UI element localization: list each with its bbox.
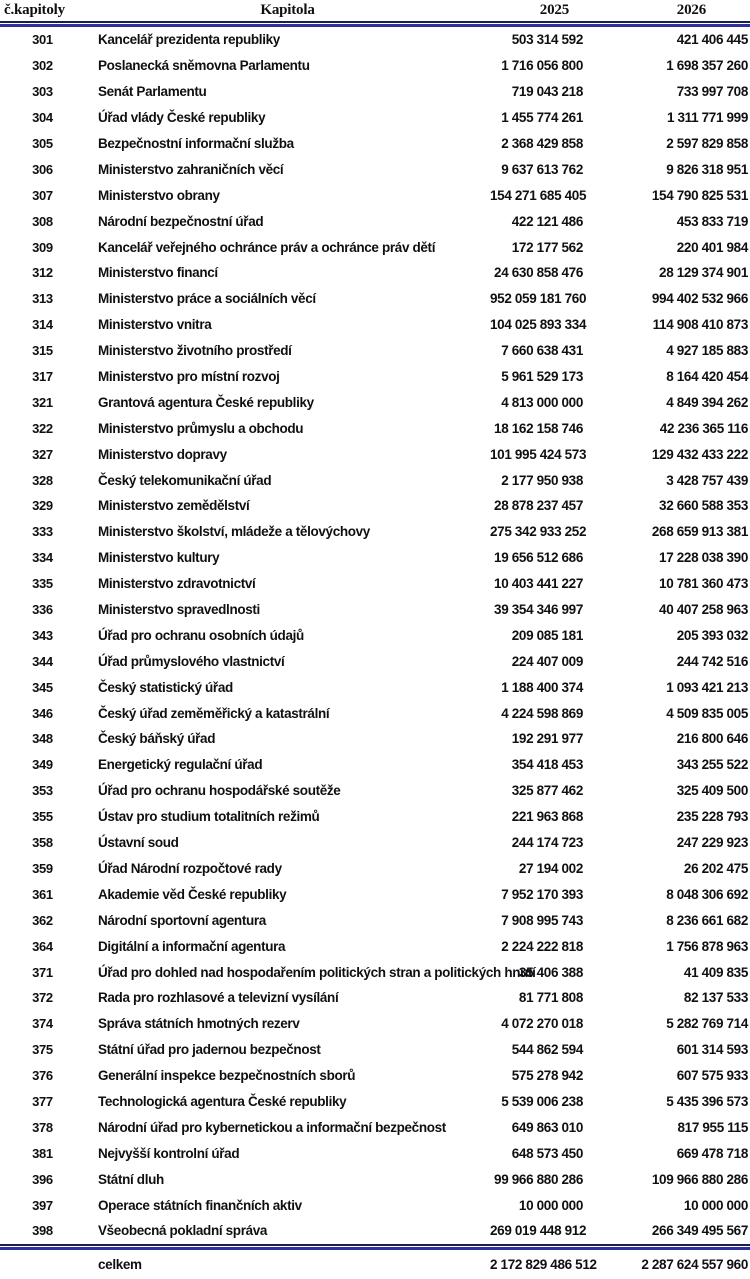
chapter-name: Ministerstvo zemědělství	[98, 498, 250, 514]
chapter-name: Digitální a informační agentura	[98, 938, 286, 954]
chapter-2026-value: 8 164 420 454	[666, 369, 748, 385]
chapter-2026-value: 2 597 829 858	[666, 136, 748, 151]
chapter-number: 344	[32, 653, 53, 669]
table-row	[0, 700, 750, 726]
chapter-2026-value: 607 575 933	[676, 1068, 748, 1084]
chapter-number: 371	[32, 964, 53, 980]
chapter-name: Státní dluh	[98, 1171, 164, 1187]
chapter-number: 314	[32, 317, 53, 333]
total-2025-value: 2 172 829 486 512	[490, 1256, 597, 1272]
table-row	[0, 53, 750, 79]
chapter-number: 303	[32, 84, 53, 100]
table-row	[0, 27, 750, 53]
chapter-name: Ústav pro studium totalitních režimů	[98, 809, 320, 825]
chapter-name: Energetický regulační úřad	[98, 757, 263, 773]
chapter-number: 364	[32, 938, 53, 954]
chapter-2026-value: 220 401 984	[676, 239, 748, 255]
chapter-2026-value: 9 826 318 951	[666, 161, 748, 177]
chapter-2026-value: 26 202 475	[683, 860, 748, 876]
chapter-number: 375	[32, 1042, 53, 1058]
chapter-name: Operace státních finančních aktiv	[98, 1197, 302, 1213]
table-header	[0, 0, 750, 21]
table-row	[0, 519, 750, 545]
chapter-2026-value: 82 137 533	[683, 990, 748, 1006]
column-header-2026: 2026	[676, 2, 706, 18]
chapter-2026-value: 343 255 522	[676, 757, 748, 773]
chapter-name: Úřad pro ochranu osobních údajů	[98, 627, 304, 643]
chapter-2025-value: 99 966 880 286	[494, 1171, 583, 1187]
chapter-name: Národní úřad pro kybernetickou a informační bezpečnost	[98, 1119, 446, 1135]
chapter-2025-value: 192 291 977	[511, 731, 583, 747]
chapter-number: 328	[32, 472, 53, 488]
chapter-2025-value: 101 995 424 573	[490, 446, 587, 462]
chapter-2025-value: 4 813 000 000	[501, 394, 583, 410]
chapter-2025-value: 9 637 613 762	[501, 161, 583, 177]
chapter-number: 315	[32, 343, 53, 359]
chapter-name: Národní bezpečnostní úřad	[98, 213, 264, 229]
chapter-name: Úřad pro ochranu hospodářské soutěže	[98, 783, 341, 799]
chapter-2026-value: 601 314 593	[676, 1042, 748, 1058]
table-row	[0, 1114, 750, 1140]
chapter-number: 397	[32, 1197, 53, 1213]
table-row	[0, 881, 750, 907]
table-row	[0, 131, 750, 157]
chapter-number: 327	[32, 446, 53, 462]
table-row	[0, 234, 750, 260]
chapter-2026-value: 40 407 258 963	[659, 602, 748, 618]
chapter-name: Český telekomunikační úřad	[98, 472, 272, 488]
chapter-2025-value: 224 407 009	[511, 653, 583, 669]
table-row	[0, 156, 750, 182]
table-row	[0, 778, 750, 804]
chapter-name: Ministerstvo školství, mládeže a tělovýchovy	[98, 524, 370, 540]
chapter-2025-value: 244 174 723	[511, 835, 583, 851]
chapter-2025-value: 10 000 000	[518, 1197, 583, 1213]
chapter-number: 312	[32, 265, 53, 281]
chapter-2026-value: 154 790 825 531	[651, 187, 748, 203]
chapter-2025-value: 1 716 056 800	[501, 58, 583, 74]
total-row	[0, 1250, 750, 1279]
chapter-2025-value: 4 224 598 869	[501, 705, 583, 721]
table-row	[0, 856, 750, 882]
chapter-2026-value: 669 478 718	[676, 1145, 748, 1161]
chapter-name: Správa státních hmotných rezerv	[98, 1016, 300, 1032]
chapter-2026-value: 4 849 394 262	[666, 394, 748, 410]
chapter-name: Kancelář veřejného ochránce práv a ochránce práv dětí	[98, 239, 436, 255]
table-row	[0, 1166, 750, 1192]
chapter-number: 317	[32, 369, 53, 385]
chapter-2026-value: 10 000 000	[683, 1197, 748, 1213]
chapter-2026-value: 1 698 357 260	[666, 58, 748, 74]
chapter-name: Český báňský úřad	[98, 731, 216, 747]
chapter-2026-value: 244 742 516	[676, 653, 748, 669]
chapter-2026-value: 5 435 396 573	[666, 1093, 748, 1109]
chapter-2026-value: 41 409 835	[683, 964, 748, 980]
chapter-2025-value: 275 342 933 252	[490, 524, 587, 540]
table-row	[0, 804, 750, 830]
table-row	[0, 830, 750, 856]
table-row	[0, 1063, 750, 1089]
chapter-name: Generální inspekce bezpečnostních sborů	[98, 1068, 356, 1084]
chapter-2026-value: 421 406 445	[676, 32, 748, 48]
chapter-number: 308	[32, 213, 53, 229]
chapter-2026-value: 325 409 500	[676, 783, 748, 799]
chapter-name: Grantová agentura České republiky	[98, 394, 314, 410]
table-row	[0, 907, 750, 933]
chapter-2025-value: 2 177 950 938	[501, 472, 583, 488]
chapter-2026-value: 1 311 771 999	[666, 110, 748, 126]
chapter-2025-value: 4 072 270 018	[501, 1016, 583, 1032]
chapter-name: Úřad vlády České republiky	[98, 110, 266, 126]
chapter-2025-value: 325 877 462	[511, 783, 583, 799]
chapter-number: 336	[32, 602, 53, 618]
table-row	[0, 441, 750, 467]
table-row	[0, 338, 750, 364]
chapter-2026-value: 205 393 032	[676, 627, 748, 643]
chapter-2026-value: 10 781 360 473	[659, 576, 748, 592]
chapter-name: Ministerstvo zahraničních věcí	[98, 161, 284, 177]
table-row	[0, 79, 750, 105]
chapter-name: Nejvyšší kontrolní úřad	[98, 1145, 240, 1161]
table-row	[0, 364, 750, 390]
chapter-number: 376	[32, 1068, 53, 1084]
chapter-number: 348	[32, 731, 53, 747]
chapter-number: 398	[32, 1223, 53, 1239]
table-row	[0, 597, 750, 623]
chapter-2025-value: 2 224 222 818	[501, 938, 583, 954]
chapter-2026-value: 129 432 433 222	[651, 446, 748, 462]
chapter-2026-value: 3 428 757 439	[666, 472, 748, 488]
table-row	[0, 1192, 750, 1218]
chapter-number: 334	[32, 550, 53, 566]
chapter-2026-value: 268 659 913 381	[651, 524, 748, 540]
chapter-2025-value: 1 455 774 261	[501, 110, 583, 126]
chapter-number: 307	[32, 187, 53, 203]
chapter-number: 343	[32, 627, 53, 643]
chapter-name: Ministerstvo zdravotnictví	[98, 576, 256, 592]
chapter-2026-value: 32 660 588 353	[659, 498, 748, 514]
table-row	[0, 286, 750, 312]
chapter-2025-value: 544 862 594	[511, 1042, 583, 1058]
table-row	[0, 674, 750, 700]
chapter-2026-value: 733 997 708	[676, 84, 748, 100]
chapter-number: 313	[32, 291, 53, 307]
table-body	[0, 27, 750, 1244]
chapter-name: Všeobecná pokladní správa	[98, 1223, 268, 1239]
chapter-2025-value: 28 878 237 457	[494, 498, 583, 514]
chapter-2026-value: 216 800 646	[676, 731, 748, 747]
chapter-number: 309	[32, 239, 53, 255]
table-row	[0, 1037, 750, 1063]
chapter-2025-value: 172 177 562	[511, 239, 583, 255]
chapter-2025-value: 154 271 685 405	[490, 187, 587, 203]
chapter-2025-value: 35 406 388	[518, 964, 583, 980]
table-row	[0, 389, 750, 415]
chapter-2025-value: 575 278 942	[511, 1068, 583, 1084]
chapter-number: 396	[32, 1171, 53, 1187]
chapter-2026-value: 42 236 365 116	[659, 420, 748, 436]
chapter-number: 305	[32, 136, 53, 151]
table-row	[0, 959, 750, 985]
table-row	[0, 1089, 750, 1115]
chapter-name: Úřad Národní rozpočtové rady	[98, 860, 282, 876]
table-row	[0, 1011, 750, 1037]
chapter-number: 335	[32, 576, 53, 592]
chapter-2026-value: 8 048 306 692	[666, 886, 748, 902]
chapter-number: 306	[32, 161, 53, 177]
table-row	[0, 182, 750, 208]
chapter-name: Ministerstvo dopravy	[98, 446, 227, 462]
chapter-2026-value: 817 955 115	[677, 1119, 748, 1135]
chapter-number: 349	[32, 757, 53, 773]
chapter-number: 301	[32, 32, 53, 48]
chapter-number: 353	[32, 783, 53, 799]
chapter-2026-value: 4 509 835 005	[666, 705, 748, 721]
chapter-number: 377	[32, 1093, 53, 1109]
table-row	[0, 752, 750, 778]
chapter-2025-value: 354 418 453	[511, 757, 583, 773]
chapter-2025-value: 5 961 529 173	[501, 369, 583, 385]
table-row	[0, 571, 750, 597]
table-row	[0, 493, 750, 519]
chapter-number: 329	[32, 498, 53, 514]
chapter-2025-value: 104 025 893 334	[490, 317, 587, 333]
chapter-name: Národní sportovní agentura	[98, 912, 266, 928]
table-row	[0, 260, 750, 286]
chapter-2025-value: 2 368 429 858	[501, 136, 583, 151]
chapter-name: Státní úřad pro jadernou bezpečnost	[98, 1042, 321, 1058]
chapter-name: Český úřad zeměměřický a katastrální	[98, 705, 330, 721]
chapter-number: 322	[32, 420, 53, 436]
chapter-2025-value: 5 539 006 238	[501, 1093, 583, 1109]
table-row	[0, 1140, 750, 1166]
chapter-2025-value: 19 656 512 686	[494, 550, 583, 566]
chapter-2026-value: 453 833 719	[676, 213, 748, 229]
chapter-name: Úřad pro dohled nad hospodařením politických stran a politických hnutí	[98, 964, 536, 980]
table-row	[0, 622, 750, 648]
chapter-name: Akademie věd České republiky	[98, 886, 287, 902]
table-row	[0, 1218, 750, 1244]
chapter-2025-value: 7 660 638 431	[501, 343, 583, 359]
chapter-2026-value: 28 129 374 901	[659, 265, 748, 281]
chapter-2026-value: 17 228 038 390	[659, 550, 748, 566]
chapter-2025-value: 1 188 400 374	[501, 679, 583, 695]
table-row	[0, 467, 750, 493]
chapter-2025-value: 503 314 592	[511, 32, 583, 48]
total-label: celkem	[98, 1256, 142, 1272]
table-row	[0, 933, 750, 959]
chapter-2026-value: 1 756 878 963	[666, 938, 748, 954]
chapter-number: 374	[32, 1016, 53, 1032]
chapter-2026-value: 109 966 880 286	[651, 1171, 748, 1187]
chapter-number: 381	[32, 1145, 53, 1161]
table-row	[0, 312, 750, 338]
chapter-2025-value: 27 194 002	[518, 860, 583, 876]
chapter-2026-value: 5 282 769 714	[666, 1016, 748, 1032]
chapter-number: 302	[32, 58, 53, 74]
chapter-name: Ministerstvo průmyslu a obchodu	[98, 420, 304, 436]
chapter-name: Senát Parlamentu	[98, 84, 207, 100]
table-row	[0, 985, 750, 1011]
chapter-2025-value: 952 059 181 760	[490, 291, 587, 307]
chapter-name: Rada pro rozhlasové a televizní vysílání	[98, 990, 339, 1006]
table-row	[0, 415, 750, 441]
table-row	[0, 545, 750, 571]
chapter-name: Ministerstvo práce a sociálních věcí	[98, 291, 316, 307]
chapter-name: Poslanecká sněmovna Parlamentu	[98, 58, 310, 74]
chapter-number: 346	[32, 705, 53, 721]
chapter-2026-value: 266 349 495 567	[651, 1223, 748, 1239]
chapter-2025-value: 269 019 448 912	[490, 1223, 587, 1239]
chapter-2025-value: 81 771 808	[518, 990, 583, 1006]
chapter-number: 345	[32, 679, 53, 695]
chapter-name: Ministerstvo kultury	[98, 550, 220, 566]
chapter-number: 359	[32, 860, 53, 876]
chapter-2025-value: 719 043 218	[511, 84, 583, 100]
chapter-name: Ministerstvo spravedlnosti	[98, 602, 260, 618]
chapter-2026-value: 235 228 793	[676, 809, 748, 825]
chapter-number: 372	[32, 990, 53, 1006]
chapter-name: Český statistický úřad	[98, 679, 233, 695]
chapter-2026-value: 8 236 661 682	[666, 912, 748, 928]
chapter-name: Ministerstvo financí	[98, 265, 218, 281]
chapter-name: Technologická agentura České republiky	[98, 1093, 347, 1109]
chapter-2025-value: 221 963 868	[511, 809, 583, 825]
chapter-name: Ministerstvo obrany	[98, 187, 220, 203]
chapter-name: Úřad průmyslového vlastnictví	[98, 653, 285, 669]
chapter-number: 362	[32, 912, 53, 928]
chapter-name: Kancelář prezidenta republiky	[98, 32, 280, 48]
chapter-2025-value: 7 952 170 393	[501, 886, 583, 902]
chapter-2025-value: 39 354 346 997	[494, 602, 583, 618]
chapter-number: 321	[32, 394, 53, 410]
chapter-2025-value: 209 085 181	[511, 627, 583, 643]
chapter-2025-value: 10 403 441 227	[494, 576, 583, 592]
chapter-2025-value: 18 162 158 746	[494, 420, 583, 436]
table-row	[0, 208, 750, 234]
chapter-2025-value: 7 908 995 743	[501, 912, 583, 928]
chapter-name: Ministerstvo životního prostředí	[98, 343, 292, 359]
chapter-number: 358	[32, 835, 53, 851]
chapter-number: 361	[32, 886, 53, 902]
table-row	[0, 726, 750, 752]
chapter-name: Ústavní soud	[98, 835, 179, 851]
chapter-2026-value: 1 093 421 213	[666, 679, 748, 695]
chapter-2026-value: 114 908 410 873	[652, 317, 748, 333]
column-header-2025: 2025	[539, 2, 569, 18]
column-header-chapter-number: č.kapitoly	[4, 2, 65, 18]
chapter-name: Ministerstvo vnitra	[98, 317, 212, 333]
chapter-2025-value: 649 863 010	[511, 1119, 583, 1135]
chapter-number: 333	[32, 524, 53, 540]
total-2026-value: 2 287 624 557 960	[641, 1256, 748, 1272]
chapter-name: Ministerstvo pro místní rozvoj	[98, 369, 280, 385]
chapter-number: 304	[32, 110, 53, 126]
chapter-2025-value: 648 573 450	[511, 1145, 583, 1161]
chapter-2025-value: 24 630 858 476	[494, 265, 583, 281]
chapter-2025-value: 422 121 486	[511, 213, 583, 229]
chapter-name: Bezpečnostní informační služba	[98, 136, 294, 151]
chapter-number: 355	[32, 809, 53, 825]
chapter-2026-value: 247 229 923	[676, 835, 748, 851]
chapter-2026-value: 994 402 532 966	[651, 291, 748, 307]
table-row	[0, 105, 750, 131]
table-row	[0, 648, 750, 674]
chapter-number: 378	[32, 1119, 53, 1135]
column-header-chapter-name: Kapitola	[260, 2, 315, 18]
chapter-2026-value: 4 927 185 883	[666, 343, 748, 359]
